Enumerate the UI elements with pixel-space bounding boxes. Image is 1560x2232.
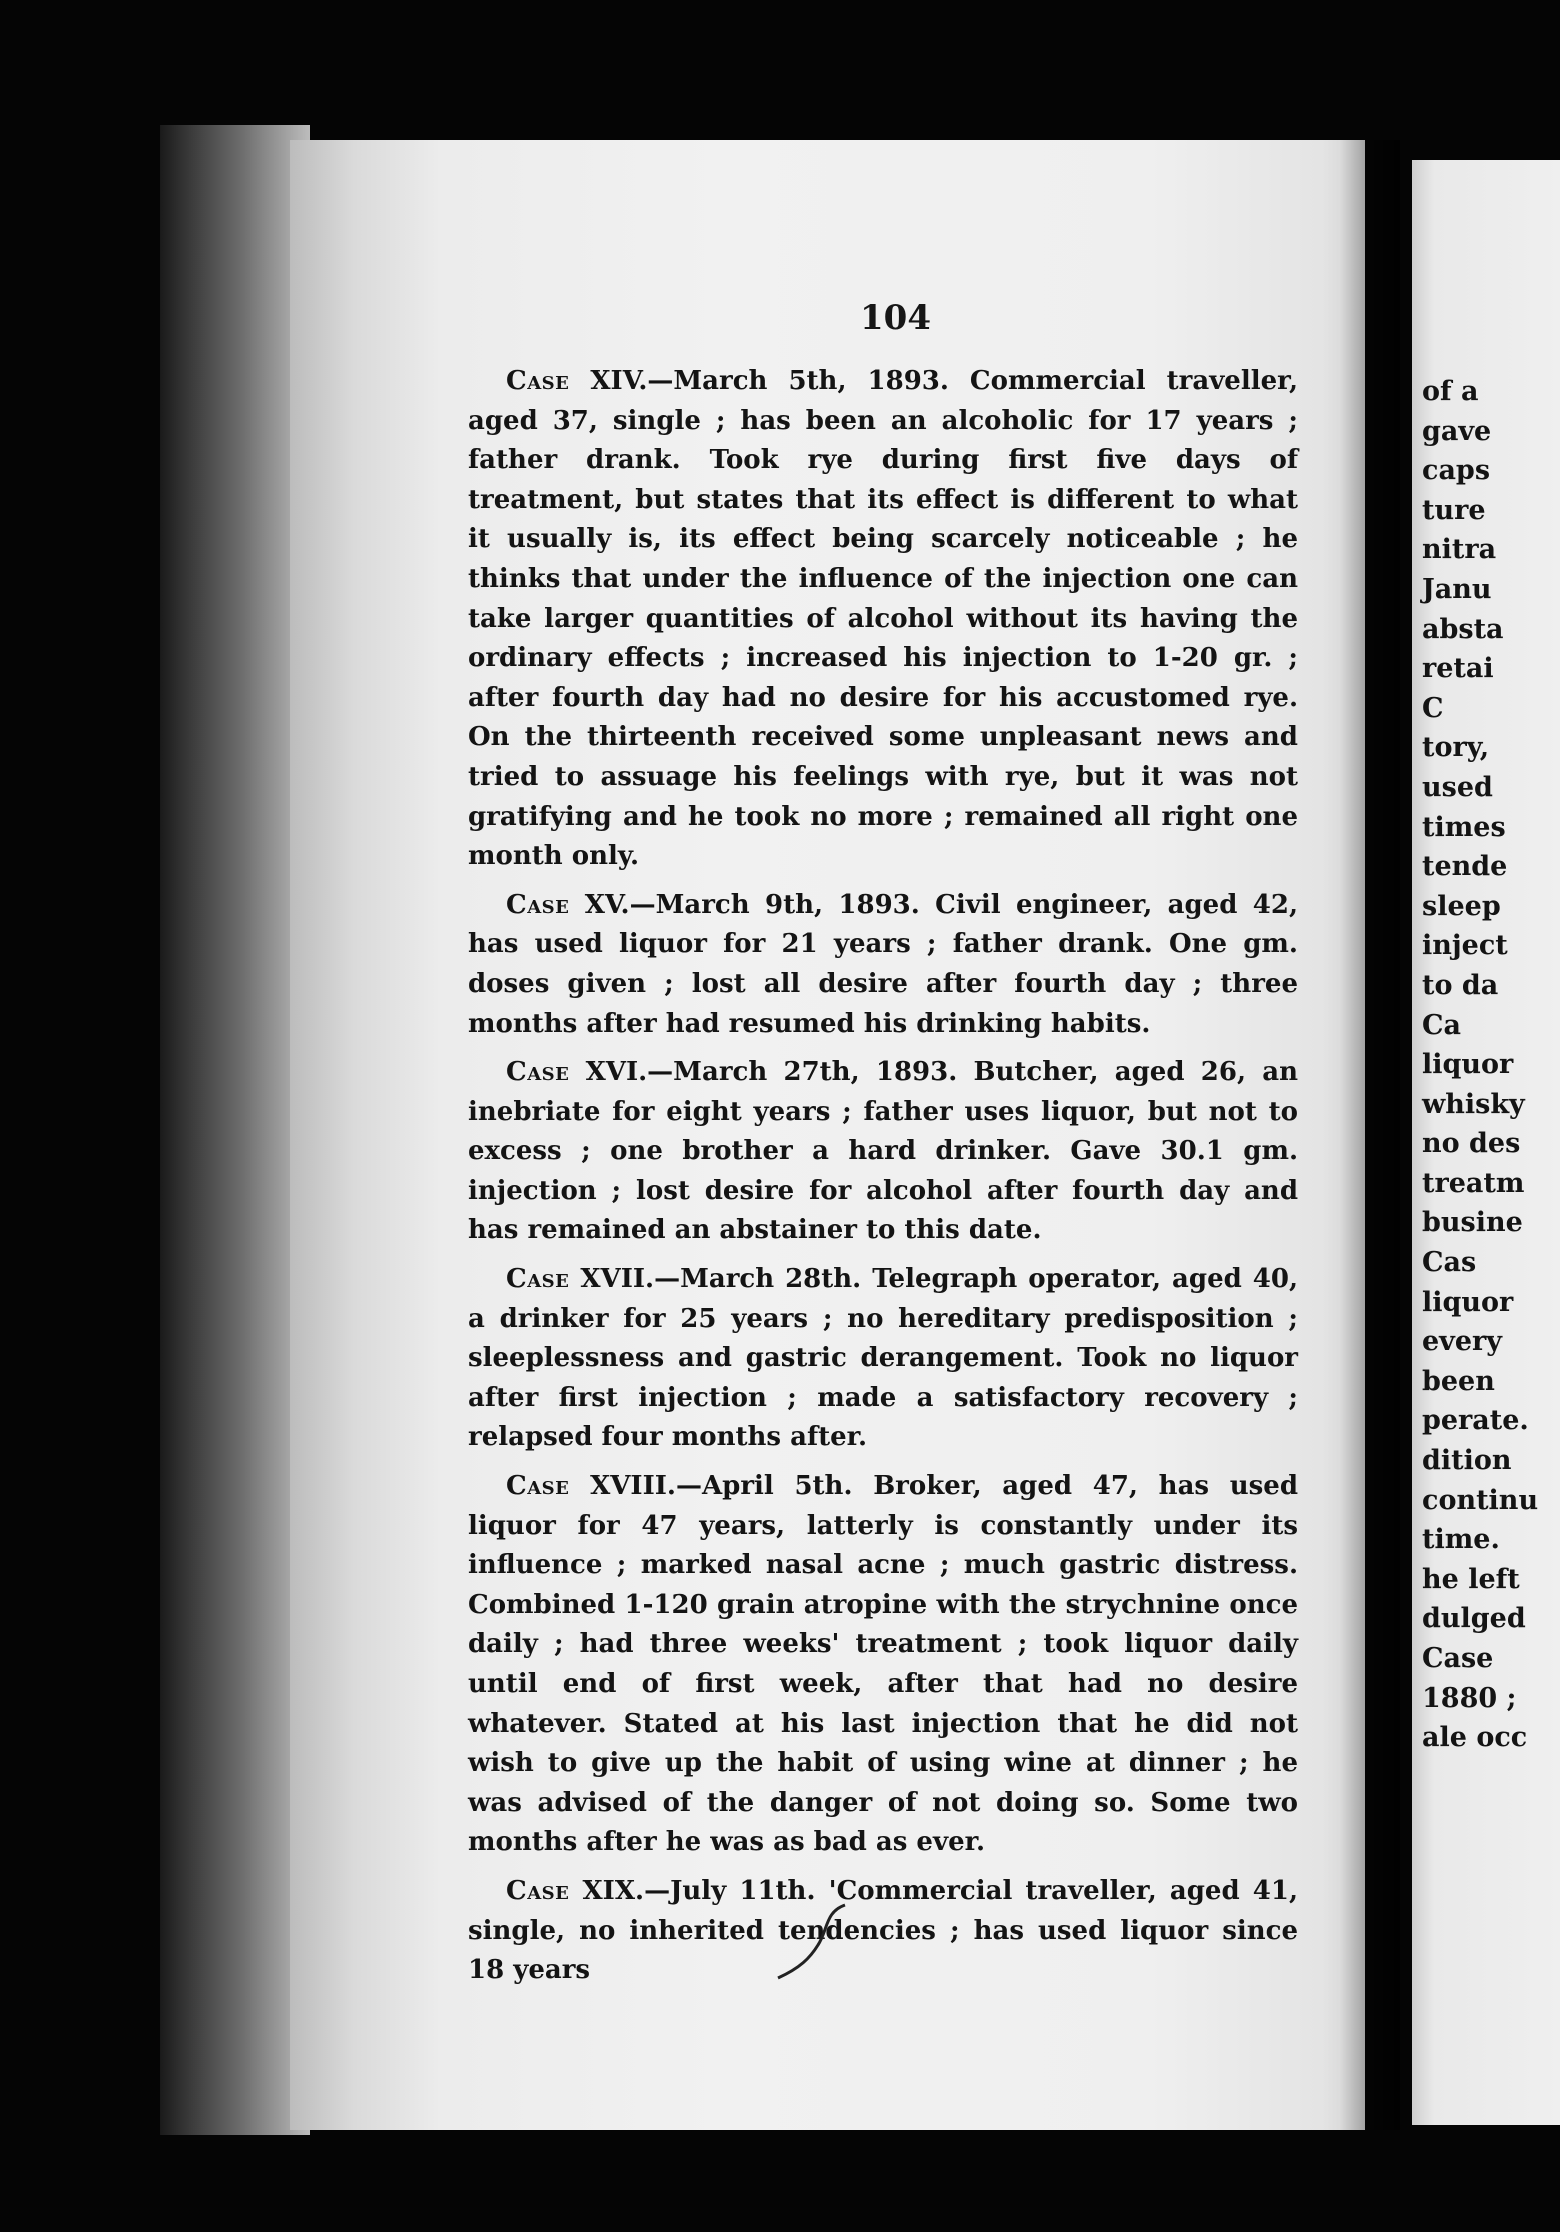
case-paragraph [468,1467,1298,1863]
facing-line: every [1422,1326,1502,1358]
case-label: Case [506,1264,570,1295]
facing-line: used [1422,771,1493,803]
facing-line: tory, [1422,732,1490,764]
facing-line: Ca [1422,1009,1461,1041]
case-label: Case [506,1057,570,1088]
facing-line: nitra [1422,534,1497,566]
book-edge [160,125,310,2135]
case-label: Case [506,366,570,396]
case-label: Case [506,1471,570,1502]
facing-line: gave [1422,415,1492,447]
facing-line: 1880 ; [1422,1682,1517,1714]
facing-line: no des [1422,1128,1521,1160]
facing-line: liquor [1422,1049,1514,1081]
facing-line: absta [1422,613,1504,645]
case-paragraph [468,1260,1298,1458]
facing-line: been [1422,1365,1495,1397]
facing-line: C [1422,692,1444,724]
facing-line: caps [1422,455,1491,487]
case-paragraph [468,886,1298,1044]
body-text [468,362,1298,2000]
facing-line: to da [1422,969,1499,1001]
facing-line: Cas [1422,1247,1477,1279]
facing-page [1412,160,1560,2125]
facing-line: of a [1422,376,1479,407]
case-text: XVI.—March 27th, 1893. Butcher, aged 26, an inebriate for eight years ; father uses liquor, but not to excess ; one brother a hard drinker. Gave 30.1 gm. injection ; lost desire for alcohol after fourth day and has remained an abstainer to this date. [468,1057,1298,1246]
facing-page-lines [1422,372,1560,1758]
facing-line: whisky [1422,1088,1525,1120]
facing-line: busine [1422,1207,1523,1239]
facing-line: dulged [1422,1603,1526,1635]
facing-line: ale occ [1422,1722,1528,1754]
facing-line: tende [1422,851,1508,883]
page-number: 104 [860,298,931,338]
facing-line: sleep [1422,890,1501,922]
case-text: XVII.—March 28th. Telegraph operator, aged 40, a drinker for 25 years ; no hereditary predisposition ; sleeplessness and gastric derangement. Took no liquor after first injection ; made a satisfactory recovery ; relapsed four months after. [468,1264,1298,1453]
case-text: XVIII.—April 5th. Broker, aged 47, has used liquor for 47 years, latterly is constantly under its influence ; marked nasal acne ; much gastric distress. Combined 1-120 grain atropine with the strychnine once daily ; had three weeks' treatment ; took liquor daily until end of first week, after that had no desire whatever. Stated at his last injection that he did not wish to give up the habit of using wine at dinner ; he was advised of the danger of not doing so. Some two months after he was as bad as ever. [468,1471,1298,1858]
facing-line: times [1422,811,1506,843]
facing-line: he left [1422,1563,1520,1595]
facing-line: Case [1422,1643,1494,1674]
facing-line: Janu [1422,573,1492,605]
case-paragraph [468,1872,1298,1991]
facing-line: dition [1422,1445,1512,1477]
facing-line: time. [1422,1524,1500,1556]
facing-line: continu [1422,1484,1539,1516]
facing-line: retai [1422,653,1494,685]
case-label: Case [506,889,570,920]
facing-line: treatm [1422,1167,1525,1199]
facing-line: liquor [1422,1286,1514,1318]
case-text: XV.—March 9th, 1893. Civil engineer, aged 42, has used liquor for 21 years ; father drank. One gm. doses given ; lost all desire after fourth day ; three months after had resumed his drinking habits. [468,889,1298,1039]
pen-mark-icon [770,1900,850,1980]
case-paragraph [468,1053,1298,1251]
case-label: Case [506,1875,570,1906]
facing-line: ture [1422,494,1486,526]
facing-line: perate. [1422,1405,1529,1437]
facing-line: inject [1422,930,1508,962]
spine-shadow [1340,140,1400,2130]
case-text: XIV.—March 5th, 1893. Commercial traveller, aged 37, single ; has been an alcoholic for 17 years ; father drank. Took rye during first five days of treatment, but states that its effect is different to what it usually is, its effect being scarcely noticeable ; he thinks that under the influence of the injection one can take larger quantities of alcohol without its having the ordinary effects ; increased his injection to 1-20 gr. ; after fourth day had no desire for his accustomed rye. On the thirteenth received some unpleasant news and tried to assuage his feelings with rye, but it was not gratifying and he took no more ; remained all right one month only. [468,366,1298,872]
case-paragraph [468,362,1298,877]
case-text: XIX.—July 11th. 'Commercial traveller, aged 41, single, no inherited tendencies ; has used liquor since 18 years [468,1875,1298,1986]
